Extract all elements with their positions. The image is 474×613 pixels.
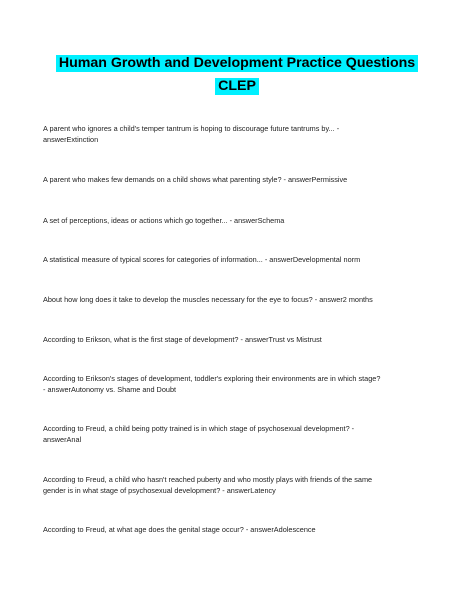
question-text-line: A set of perceptions, ideas or actions which go together... - answerSchema (43, 216, 285, 225)
question-text-line: A parent who ignores a child's temper tantrum is hoping to discourage future tantrums by... - (43, 124, 340, 133)
question-item (43, 294, 433, 305)
question-item (43, 174, 433, 185)
title-line-1: Human Growth and Development Practice Questions (56, 55, 418, 72)
question-item (43, 334, 433, 345)
question-item (43, 215, 433, 226)
question-item (43, 254, 433, 265)
question-item (43, 524, 433, 535)
question-text-line: According to Freud, a child who hasn't reached puberty and who mostly plays with friends of the same (43, 475, 373, 484)
question-text-line: About how long does it take to develop the muscles necessary for the eye to focus? - answer2 months (43, 295, 373, 304)
question-text-line: answerExtinction (43, 135, 99, 144)
question-text-line: According to Freud, at what age does the genital stage occur? - answerAdolescence (43, 525, 316, 534)
question-item (43, 423, 433, 445)
title-line-2: CLEP (215, 78, 259, 95)
question-text-line: A statistical measure of typical scores for categories of information... - answerDevelopmental norm (43, 255, 361, 264)
document-title (0, 54, 474, 95)
question-text-line: According to Freud, a child being potty trained is in which stage of psychosexual development? - (43, 424, 355, 433)
question-text-line: A parent who makes few demands on a child shows what parenting style? - answerPermissive (43, 175, 348, 184)
question-item (43, 123, 433, 145)
question-text-line: - answerAutonomy vs. Shame and Doubt (43, 385, 177, 394)
question-item (43, 474, 433, 496)
question-item (43, 373, 433, 395)
question-text-line: According to Erikson's stages of development, toddler's exploring their environments are in which stage? (43, 374, 381, 383)
question-text-line: answerAnal (43, 435, 82, 444)
question-text-line: According to Erikson, what is the first stage of development? - answerTrust vs Mistrust (43, 335, 322, 344)
question-text-line: gender is in what stage of psychosexual development? - answerLatency (43, 486, 276, 495)
